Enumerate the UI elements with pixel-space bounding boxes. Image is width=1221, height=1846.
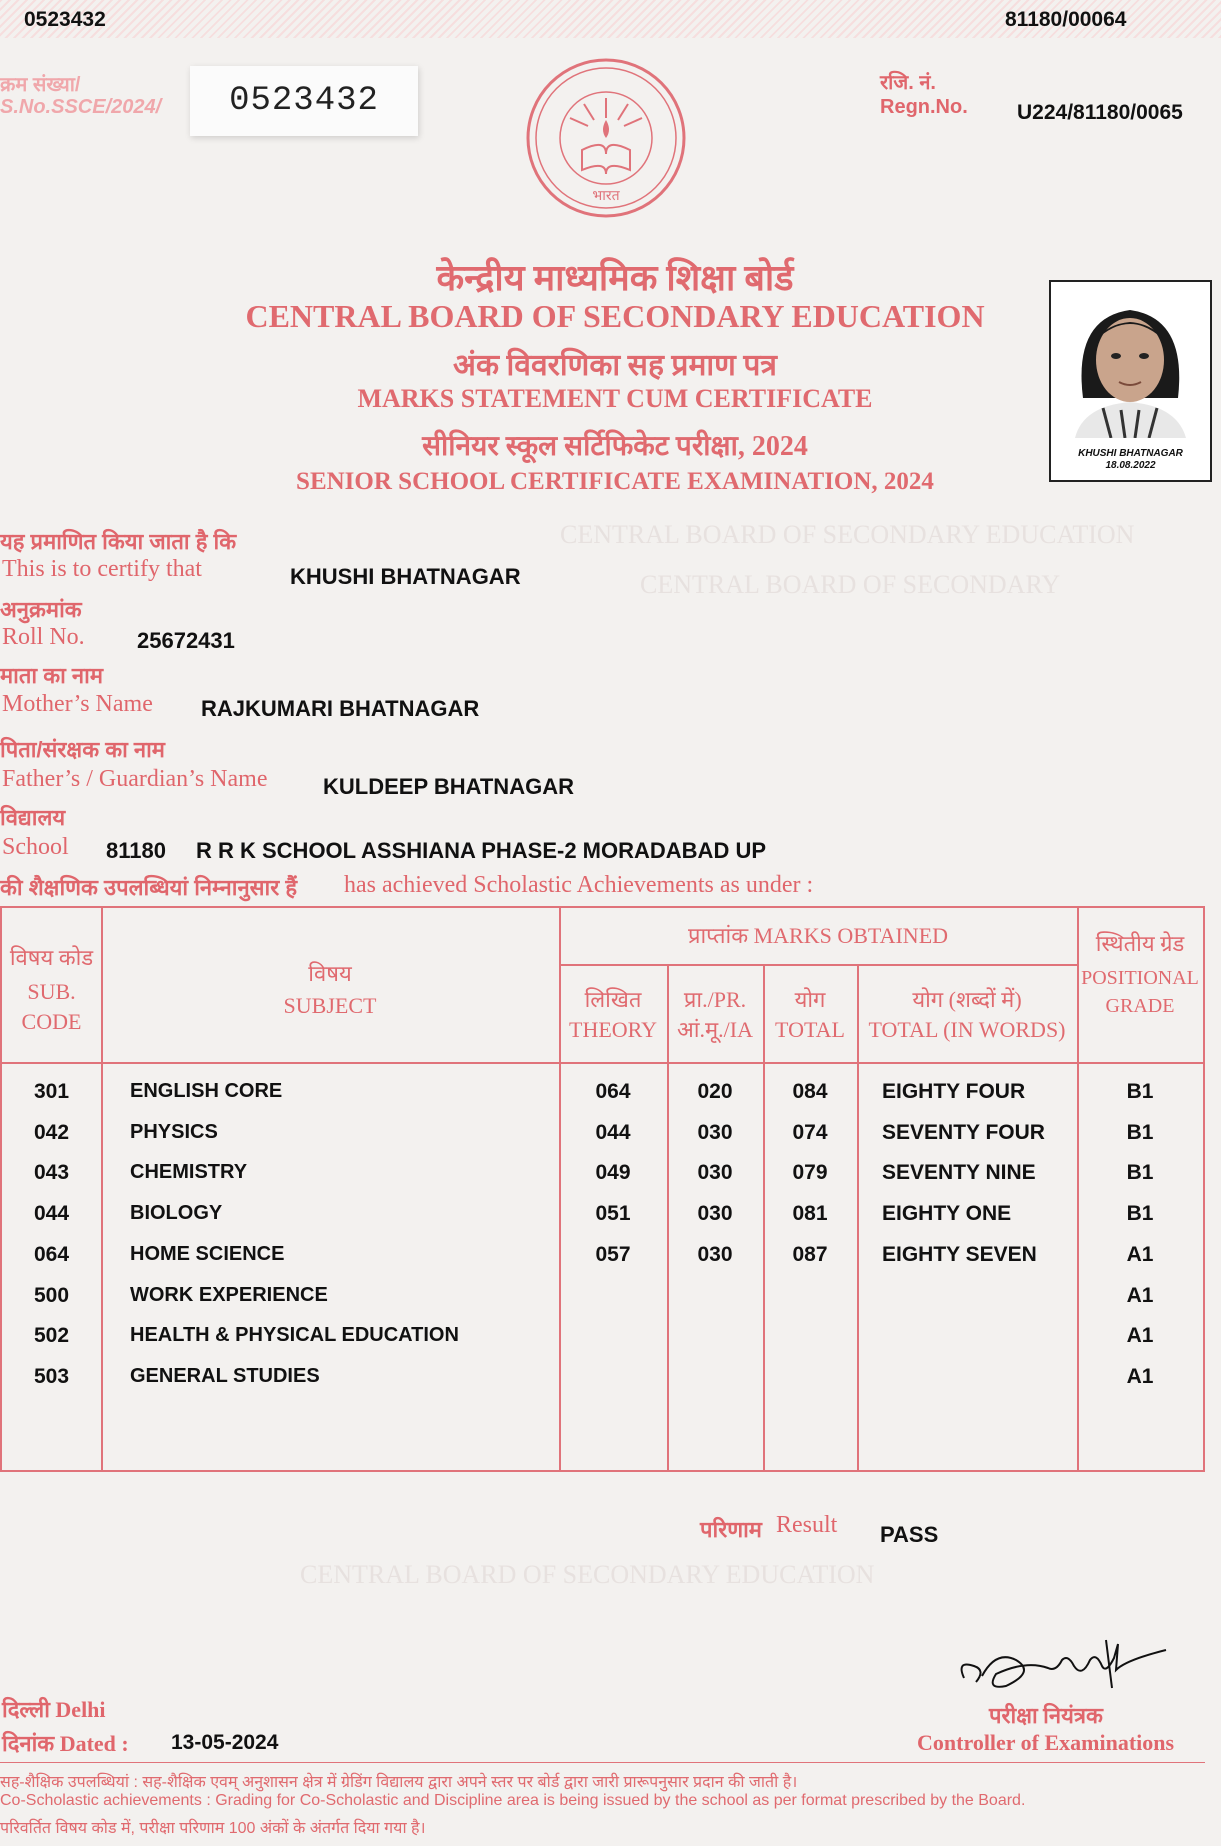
- sno-label-hi: क्रम संख्या/: [0, 74, 81, 96]
- positional-grade: B1: [1126, 1161, 1154, 1185]
- positional-grade: A1: [1126, 1283, 1154, 1307]
- footer-divider: [0, 1762, 1205, 1763]
- issue-date: 13-05-2024: [171, 1731, 279, 1754]
- controller-label-hi: परीक्षा नियंत्रक: [989, 1703, 1103, 1728]
- col-subject-header-hi: विषय: [308, 961, 352, 986]
- positional-grade: B1: [1126, 1202, 1154, 1226]
- practical-marks: 020: [697, 1080, 733, 1103]
- subject-code: 042: [33, 1120, 70, 1144]
- subject-name: GENERAL STUDIES: [130, 1364, 320, 1387]
- photo-date: 18.08.2022: [1105, 460, 1156, 471]
- marks-table: [0, 906, 1205, 1472]
- mother-label-hi: माता का नाम: [0, 663, 103, 688]
- subject-name: PHYSICS: [130, 1120, 218, 1143]
- footnote-en: Co-Scholastic achievements : Grading for Co-Scholastic and Discipline area is being issued by the school as per format prescribed by the Board.: [0, 1792, 1026, 1809]
- col-pr-header-1: प्रा./PR.: [683, 987, 747, 1012]
- practical-marks: 030: [697, 1202, 733, 1226]
- school-name: R R K SCHOOL ASSHIANA PHASE-2 MORADABAD UP: [196, 838, 767, 863]
- positional-grade: A1: [1126, 1324, 1154, 1348]
- exam-title-en: SENIOR SCHOOL CERTIFICATE EXAMINATION, 2024: [296, 468, 934, 495]
- cbse-seal-icon: [522, 58, 690, 226]
- footnote-hi: सह-शैक्षिक उपलब्धियां : सह-शैक्षिक एवम् अनुशासन क्षेत्र में ग्रेडिंग विद्यालय द्वारा अपने स्तर पर बोर्ड द्वारा जारी प्रारूपनुसार प्रदान की जाती है।: [0, 1774, 798, 1791]
- regn-label-en: Regn.No.: [880, 96, 968, 118]
- dated-label: दिनांक Dated :: [2, 1731, 129, 1756]
- positional-grade: A1: [1126, 1242, 1154, 1266]
- certify-label-hi: यह प्रमाणित किया जाता है कि: [0, 529, 237, 554]
- footnote-hi-2: परिवर्तित विषय कोड में, परीक्षा परिणाम 100 अंकों के अंतर्गत दिया गया है।: [0, 1820, 426, 1837]
- total-marks: 081: [792, 1202, 828, 1226]
- photo-name: KHUSHI BHATNAGAR: [1078, 448, 1183, 459]
- top-serial-right: 81180/00064: [1005, 8, 1127, 31]
- school-label-en: School: [2, 834, 69, 860]
- achieved-label-en: has achieved Scholastic Achievements as under :: [344, 872, 814, 898]
- serial-number-box: 0523432: [190, 66, 418, 136]
- positional-grade: B1: [1126, 1120, 1154, 1144]
- subject-name: HOME SCIENCE: [130, 1242, 285, 1265]
- controller-signature-icon: [956, 1630, 1172, 1700]
- board-name-hi: केन्द्रीय माध्यमिक शिक्षा बोर्ड: [436, 258, 794, 298]
- theory-marks: 064: [595, 1080, 631, 1103]
- result-label-hi: परिणाम: [700, 1517, 762, 1542]
- col-pr-header-2: आं.मू./IA: [677, 1017, 753, 1042]
- student-portrait-icon: [1053, 288, 1208, 438]
- col-code-header-en-2: CODE: [21, 1009, 82, 1034]
- father-label-hi: पिता/संरक्षक का नाम: [0, 737, 165, 762]
- total-marks: 079: [792, 1161, 828, 1185]
- total-in-words: SEVENTY FOUR: [882, 1120, 1045, 1144]
- controller-label-en: Controller of Examinations: [917, 1730, 1175, 1755]
- watermark-line: CENTRAL BOARD OF SECONDARY EDUCATION: [560, 520, 1135, 549]
- subject-code: 503: [33, 1364, 70, 1388]
- result-value: PASS: [880, 1522, 939, 1547]
- positional-grade: B1: [1126, 1080, 1154, 1103]
- subject-name: HEALTH & PHYSICAL EDUCATION: [130, 1324, 459, 1347]
- subject-code: 044: [33, 1202, 70, 1226]
- subject-name: BIOLOGY: [130, 1202, 223, 1225]
- subject-name: WORK EXPERIENCE: [130, 1283, 328, 1306]
- place-label: दिल्ली Delhi: [2, 1697, 106, 1722]
- school-label-hi: विद्यालय: [0, 805, 66, 830]
- col-subject-header-en: SUBJECT: [283, 993, 377, 1018]
- doc-title-en: MARKS STATEMENT CUM CERTIFICATE: [357, 384, 873, 413]
- student-name: KHUSHI BHATNAGAR: [290, 564, 521, 589]
- roll-label-hi: अनुक्रमांक: [0, 597, 82, 622]
- col-total-header-en: TOTAL: [775, 1017, 845, 1042]
- school-code: 81180: [106, 838, 166, 863]
- father-name: KULDEEP BHATNAGAR: [323, 774, 574, 799]
- roll-label-en: Roll No.: [2, 624, 85, 650]
- subject-code: 064: [33, 1242, 70, 1266]
- watermark-line: CENTRAL BOARD OF SECONDARY: [640, 570, 1061, 599]
- subject-code: 043: [33, 1161, 70, 1185]
- subject-name: CHEMISTRY: [130, 1161, 248, 1184]
- mother-label-en: Mother’s Name: [2, 691, 153, 717]
- positional-grade: A1: [1126, 1364, 1154, 1388]
- father-label-en: Father’s / Guardian’s Name: [2, 766, 268, 792]
- regn-value: U224/81180/0065: [1017, 101, 1183, 124]
- total-in-words: EIGHTY SEVEN: [882, 1242, 1037, 1266]
- practical-marks: 030: [697, 1120, 733, 1144]
- sno-label-en: S.No.SSCE/2024/: [0, 96, 162, 118]
- practical-marks: 030: [697, 1242, 733, 1266]
- col-grade-header-hi: स्थितीय ग्रेड: [1095, 931, 1185, 956]
- mother-name: RAJKUMARI BHATNAGAR: [201, 696, 480, 721]
- col-theory-header-hi: लिखित: [584, 987, 642, 1012]
- subject-name: ENGLISH CORE: [130, 1080, 283, 1102]
- subject-code: 502: [33, 1324, 70, 1348]
- col-total-header-hi: योग: [794, 987, 826, 1012]
- col-words-header-en: TOTAL (IN WORDS): [868, 1017, 1066, 1042]
- practical-marks: 030: [697, 1161, 733, 1185]
- result-label-en: Result: [776, 1512, 838, 1538]
- doc-title-hi: अंक विवरणिका सह प्रमाण पत्र: [453, 349, 777, 382]
- theory-marks: 049: [595, 1161, 631, 1185]
- col-grade-header-en-1: POSITIONAL: [1081, 967, 1199, 989]
- total-in-words: EIGHTY FOUR: [882, 1080, 1026, 1103]
- col-grade-header-en-2: GRADE: [1105, 995, 1175, 1017]
- exam-title-hi: सीनियर स्कूल सर्टिफिकेट परीक्षा, 2024: [422, 431, 808, 462]
- theory-marks: 057: [595, 1242, 631, 1266]
- col-code-header-hi: विषय कोड: [9, 945, 94, 970]
- watermark-line: CENTRAL BOARD OF SECONDARY EDUCATION: [300, 1560, 875, 1589]
- theory-marks: 051: [595, 1202, 631, 1226]
- board-name-en: CENTRAL BOARD OF SECONDARY EDUCATION: [245, 298, 985, 334]
- col-theory-header-en: THEORY: [569, 1017, 657, 1042]
- subject-code: 301: [33, 1080, 70, 1103]
- total-in-words: EIGHTY ONE: [882, 1202, 1012, 1226]
- total-marks: 074: [792, 1120, 828, 1144]
- regn-label-hi: रजि. नं.: [880, 72, 936, 94]
- top-serial-left: 0523432: [24, 8, 106, 31]
- total-in-words: SEVENTY NINE: [882, 1161, 1036, 1185]
- subject-code: 500: [33, 1283, 70, 1307]
- achieved-label-hi: की शैक्षणिक उपलब्धियां निम्नानुसार हैं: [0, 875, 298, 900]
- theory-marks: 044: [595, 1120, 631, 1144]
- total-marks: 084: [792, 1080, 828, 1103]
- student-photo: [1049, 280, 1212, 482]
- marks-obtained-header: प्राप्तांक MARKS OBTAINED: [687, 923, 949, 948]
- col-words-header-hi: योग (शब्दों में): [912, 987, 1022, 1012]
- roll-number: 25672431: [137, 628, 235, 653]
- svg-text:भारत: भारत: [592, 188, 620, 204]
- certify-label-en: This is to certify that: [2, 556, 202, 582]
- col-code-header-en-1: SUB.: [27, 979, 76, 1004]
- total-marks: 087: [792, 1242, 828, 1266]
